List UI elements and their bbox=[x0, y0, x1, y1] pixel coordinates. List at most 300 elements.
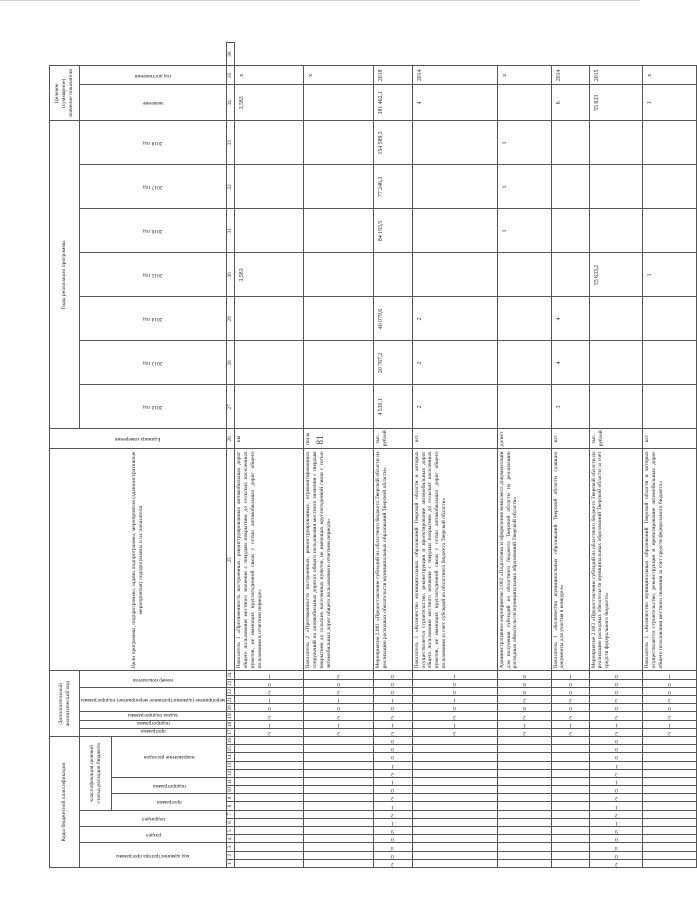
code-cell bbox=[551, 859, 589, 867]
code-cell bbox=[235, 737, 304, 745]
code-digit: 1 bbox=[614, 819, 618, 826]
code-cell bbox=[643, 827, 697, 835]
code-cell bbox=[304, 827, 373, 835]
code-cell bbox=[304, 769, 373, 777]
code-cell bbox=[373, 859, 412, 867]
code-digit: 3 bbox=[668, 697, 672, 704]
code-cell bbox=[235, 696, 304, 704]
code-cell bbox=[551, 761, 589, 769]
code-cell bbox=[589, 827, 643, 835]
row-name: Показатель 1 «Количество муниципальных образований Тверской области в которых осуществляется строительство, реконструкция и проектирование автомобильных дорог общего пользования местного значения с твердым покрытием до сельских населенных пунктов, не имеющих круглогодичной связи с сетью автомобильных дорог общего пользования за счет субсидий из областного бюджета Тверской области» bbox=[412, 449, 497, 671]
program-indicators-table bbox=[49, 42, 697, 868]
code-digit: 1 bbox=[568, 721, 572, 728]
code-cell bbox=[551, 753, 589, 761]
code-digit: 3 bbox=[614, 697, 618, 704]
code-cell bbox=[304, 728, 373, 736]
code-cell bbox=[373, 745, 412, 753]
row-name: Показатель 1 «Протяженность построенных, реконструированных автомобильных дорог общего пользования местного значения с твердым покрытием до сельских населенных пунктов, не имеющих круглогодичной связи с сетью автомобильных дорог общего пользования в отчетном периоде» bbox=[235, 449, 304, 671]
column-number: 13 bbox=[227, 762, 234, 768]
code-digit: 0 bbox=[614, 688, 618, 695]
table-row bbox=[235, 43, 304, 868]
code-cell bbox=[497, 696, 551, 704]
code-cell bbox=[497, 777, 551, 785]
code-cell bbox=[412, 761, 497, 769]
row-unit: шт bbox=[412, 429, 497, 449]
code-digit: 2 bbox=[391, 811, 395, 818]
header-years: Годы реализации программы bbox=[50, 121, 80, 429]
code-cell bbox=[497, 794, 551, 802]
code-cell bbox=[304, 851, 373, 859]
code-digit: 0 bbox=[668, 705, 672, 712]
code-cell bbox=[589, 851, 643, 859]
code-cell bbox=[412, 794, 497, 802]
code-digit: 2 bbox=[337, 729, 340, 736]
code-cell bbox=[235, 679, 304, 687]
code-cell bbox=[304, 786, 373, 794]
code-digit: 1 bbox=[453, 672, 457, 679]
code-cell bbox=[235, 777, 304, 785]
year-value bbox=[304, 165, 373, 209]
code-cell bbox=[643, 851, 697, 859]
code-digit: 0 bbox=[522, 672, 526, 679]
code-digit: 0 bbox=[391, 852, 395, 859]
year-value bbox=[412, 165, 497, 209]
code-digit: 0 bbox=[568, 705, 572, 712]
column-number: 1 bbox=[227, 859, 235, 867]
code-cell bbox=[304, 753, 373, 761]
code-digit: 2 bbox=[391, 713, 395, 720]
rotated-table-container bbox=[49, 42, 672, 868]
year-value bbox=[643, 297, 697, 341]
code-cell bbox=[589, 728, 643, 736]
code-digit: 0 bbox=[614, 738, 618, 745]
code-digit: 2 bbox=[453, 713, 457, 720]
code-digit: 0 bbox=[568, 688, 572, 695]
code-cell bbox=[412, 671, 497, 679]
header-text: год достижения bbox=[134, 72, 172, 79]
code-digit: 0 bbox=[391, 672, 395, 679]
code-digit: 2 bbox=[522, 697, 526, 704]
code-cell bbox=[412, 720, 497, 728]
code-digit: 0 bbox=[614, 754, 618, 761]
header-pa-indicator bbox=[80, 671, 227, 687]
code-digit: 2 bbox=[614, 795, 618, 802]
code-cell bbox=[235, 818, 304, 826]
column-number: 27 bbox=[227, 385, 235, 429]
row-unit: шт bbox=[643, 429, 697, 449]
year-value: 154 589,5 bbox=[373, 121, 412, 165]
code-cell bbox=[304, 704, 373, 712]
column-number: 2 bbox=[227, 851, 235, 859]
year-value bbox=[235, 121, 304, 165]
code-cell bbox=[643, 802, 697, 810]
year-value: 1 bbox=[497, 209, 551, 253]
code-cell bbox=[643, 794, 697, 802]
column-number: 23 bbox=[227, 680, 234, 686]
code-cell bbox=[589, 818, 643, 826]
column-number: 29 bbox=[227, 297, 235, 341]
code-digit: 0 bbox=[391, 754, 395, 761]
row-name: Показатель 1 «Количество муниципальных образований Тверской области сдавших документы для участия в конкурсе» bbox=[551, 449, 589, 671]
year-value: 3 bbox=[551, 385, 589, 429]
code-cell bbox=[551, 720, 589, 728]
code-cell bbox=[497, 687, 551, 695]
header-year-3 bbox=[80, 297, 227, 341]
code-cell bbox=[412, 737, 497, 745]
header-text: 2018 год bbox=[143, 140, 163, 147]
year-value bbox=[304, 121, 373, 165]
code-cell bbox=[304, 761, 373, 769]
year-value: 55 633,2 bbox=[589, 253, 643, 297]
year-value bbox=[304, 385, 373, 429]
code-cell bbox=[589, 802, 643, 810]
year-value: 2 bbox=[412, 341, 497, 385]
header-text: значение bbox=[142, 100, 164, 107]
code-cell bbox=[551, 794, 589, 802]
column-number: 35 bbox=[227, 66, 235, 85]
year-value bbox=[589, 209, 643, 253]
code-digit: 1 bbox=[337, 721, 340, 728]
column-number: 17 bbox=[227, 729, 234, 735]
target-value: 1 bbox=[643, 85, 697, 121]
code-cell bbox=[373, 753, 412, 761]
table-row bbox=[412, 43, 497, 868]
code-digit: 0 bbox=[267, 705, 271, 712]
code-cell bbox=[497, 835, 551, 843]
row-name: Административное мероприятие 2.002 «Подготовка и оформление комплекта документации для получения субсидий из областного бюджета Тверской области на реализацию расходных обязательств муниципальных образований Тверской области» bbox=[497, 449, 551, 671]
code-cell bbox=[412, 777, 497, 785]
header-text: программа bbox=[156, 799, 182, 806]
code-digit: 0 bbox=[453, 680, 457, 687]
column-number: 18 bbox=[227, 721, 234, 727]
target-year: х bbox=[304, 66, 373, 85]
header-text: подпрограмма bbox=[136, 719, 170, 726]
header-target-year bbox=[80, 66, 227, 85]
header-text: 2016 год bbox=[143, 228, 163, 235]
column-number: 36 bbox=[227, 43, 235, 66]
code-cell bbox=[373, 679, 412, 687]
column-number: 24 bbox=[227, 672, 234, 678]
year-value bbox=[589, 297, 643, 341]
target-year: х bbox=[643, 66, 697, 85]
year-value bbox=[235, 209, 304, 253]
code-cell bbox=[497, 859, 551, 867]
year-value: 4 bbox=[551, 297, 589, 341]
column-number: 15 bbox=[227, 746, 234, 752]
column-number: 19 bbox=[227, 713, 234, 719]
header-admin-code bbox=[80, 843, 227, 868]
header-text: подпрограмма bbox=[152, 783, 186, 790]
code-digit: 2 bbox=[568, 729, 572, 736]
code-cell bbox=[412, 810, 497, 818]
code-cell bbox=[589, 777, 643, 785]
code-cell bbox=[412, 704, 497, 712]
year-value bbox=[235, 297, 304, 341]
code-cell bbox=[643, 843, 697, 851]
code-cell bbox=[643, 761, 697, 769]
target-value: 4 bbox=[412, 85, 497, 121]
code-cell bbox=[551, 671, 589, 679]
code-cell bbox=[589, 769, 643, 777]
code-cell bbox=[589, 679, 643, 687]
code-digit: 2 bbox=[267, 688, 271, 695]
code-cell bbox=[412, 802, 497, 810]
code-cell bbox=[589, 810, 643, 818]
code-cell bbox=[497, 753, 551, 761]
code-cell bbox=[373, 851, 412, 859]
code-cell bbox=[497, 769, 551, 777]
code-digit: 2 bbox=[391, 729, 395, 736]
code-cell bbox=[235, 745, 304, 753]
code-cell bbox=[643, 712, 697, 720]
target-value: 55 633 bbox=[589, 85, 643, 121]
code-digit: 9 bbox=[614, 828, 618, 835]
code-cell bbox=[373, 671, 412, 679]
column-number: 34 bbox=[227, 85, 235, 121]
target-year: 2018 bbox=[373, 66, 412, 85]
header-text: 2015 год bbox=[143, 272, 163, 279]
year-value bbox=[643, 385, 697, 429]
year-value bbox=[497, 385, 551, 429]
code-digit: 0 bbox=[522, 680, 526, 687]
code-cell bbox=[643, 696, 697, 704]
code-cell bbox=[551, 696, 589, 704]
header-subprogram bbox=[112, 777, 227, 793]
code-digit: 1 bbox=[337, 697, 340, 704]
code-cell bbox=[373, 835, 412, 843]
code-cell bbox=[304, 794, 373, 802]
header-year-2 bbox=[80, 341, 227, 385]
code-digit: 0 bbox=[391, 680, 395, 687]
code-cell bbox=[235, 687, 304, 695]
year-value bbox=[497, 253, 551, 297]
target-value: 3,583 bbox=[235, 85, 304, 121]
code-cell bbox=[589, 671, 643, 679]
code-cell bbox=[551, 745, 589, 753]
header-text: подраздел bbox=[141, 815, 165, 822]
code-digit: 2 bbox=[668, 713, 672, 720]
year-value: 3,583 bbox=[235, 253, 304, 297]
code-digit: 2 bbox=[614, 729, 618, 736]
year-value: 1 bbox=[497, 121, 551, 165]
code-cell bbox=[304, 843, 373, 851]
code-cell bbox=[643, 810, 697, 818]
year-value bbox=[304, 209, 373, 253]
column-number: 10 bbox=[227, 787, 234, 793]
year-value bbox=[643, 209, 697, 253]
year-value bbox=[235, 341, 304, 385]
code-cell bbox=[235, 753, 304, 761]
code-digit: 1 bbox=[267, 721, 271, 728]
code-cell bbox=[412, 745, 497, 753]
code-cell bbox=[643, 671, 697, 679]
code-cell bbox=[497, 786, 551, 794]
code-digit: 2 bbox=[668, 729, 672, 736]
header-text: раздел bbox=[145, 832, 161, 839]
code-digit: 0 bbox=[391, 787, 395, 794]
code-cell bbox=[497, 679, 551, 687]
row-unit: да/нет bbox=[497, 429, 551, 449]
year-value bbox=[589, 121, 643, 165]
year-value bbox=[412, 253, 497, 297]
code-cell bbox=[589, 835, 643, 843]
code-cell bbox=[589, 737, 643, 745]
code-cell bbox=[373, 827, 412, 835]
year-value bbox=[304, 297, 373, 341]
code-digit: 1 bbox=[453, 697, 457, 704]
header-text: 2013 год bbox=[143, 360, 163, 367]
code-digit: 1 bbox=[391, 779, 395, 786]
code-cell bbox=[551, 843, 589, 851]
header-analytic-code: Дополнительный аналитический код bbox=[50, 671, 80, 737]
code-cell bbox=[235, 761, 304, 769]
code-digit: 2 bbox=[337, 713, 340, 720]
row-name: Показатель 2 «Протяженность построенных, реконструированных, отремонтированных сооружений на автомобильных дорогах общего пользования местного значения с твердым покрытием до сельских населенных пунктов, не имеющих круглогодичной связи с сетью автомобильных дорог общего пользования в отчетном периоде» bbox=[304, 449, 373, 671]
code-cell bbox=[304, 818, 373, 826]
code-digit: 2 bbox=[614, 713, 618, 720]
year-value bbox=[643, 165, 697, 209]
target-year: 2014 bbox=[551, 66, 589, 85]
header-text: код администратора программы bbox=[116, 852, 190, 859]
code-cell bbox=[412, 835, 497, 843]
code-cell bbox=[551, 712, 589, 720]
year-value bbox=[497, 297, 551, 341]
year-value: 20 767,2 bbox=[373, 341, 412, 385]
code-digit: 0 bbox=[614, 852, 618, 859]
code-digit: 2 bbox=[614, 860, 618, 867]
code-cell bbox=[235, 794, 304, 802]
code-cell bbox=[235, 712, 304, 720]
code-cell bbox=[497, 745, 551, 753]
target-value: 6 bbox=[551, 85, 589, 121]
code-digit: 0 bbox=[453, 705, 457, 712]
code-cell bbox=[497, 827, 551, 835]
code-cell bbox=[373, 777, 412, 785]
code-cell bbox=[235, 728, 304, 736]
header-text: программа bbox=[140, 728, 166, 734]
target-value bbox=[497, 85, 551, 121]
code-cell bbox=[373, 761, 412, 769]
code-digit: 0 bbox=[668, 680, 672, 687]
code-cell bbox=[589, 786, 643, 794]
code-cell bbox=[643, 720, 697, 728]
code-cell bbox=[304, 777, 373, 785]
code-cell bbox=[304, 671, 373, 679]
code-cell bbox=[373, 720, 412, 728]
year-value: 2 bbox=[412, 385, 497, 429]
year-value bbox=[373, 253, 412, 297]
column-number: 33 bbox=[227, 121, 235, 165]
code-digit: 2 bbox=[337, 688, 340, 695]
code-cell bbox=[643, 745, 697, 753]
column-number: 20 bbox=[227, 705, 234, 711]
code-digit: 2 bbox=[267, 713, 271, 720]
column-number: 21 bbox=[227, 697, 234, 703]
code-cell bbox=[497, 851, 551, 859]
code-cell bbox=[497, 843, 551, 851]
table-row bbox=[589, 43, 643, 868]
code-digit: 0 bbox=[668, 688, 672, 695]
target-year: х bbox=[497, 66, 551, 85]
code-digit: 1 bbox=[391, 803, 395, 810]
code-digit: 0 bbox=[391, 705, 395, 712]
code-cell bbox=[643, 704, 697, 712]
year-value bbox=[412, 209, 497, 253]
code-digit: 1 bbox=[568, 672, 572, 679]
code-cell bbox=[497, 712, 551, 720]
code-cell bbox=[589, 859, 643, 867]
code-cell bbox=[551, 728, 589, 736]
code-cell bbox=[304, 859, 373, 867]
code-digit: 0 bbox=[614, 787, 618, 794]
code-cell bbox=[589, 712, 643, 720]
code-cell bbox=[412, 859, 497, 867]
year-value bbox=[235, 385, 304, 429]
code-cell bbox=[373, 810, 412, 818]
column-number: 3 bbox=[227, 843, 235, 851]
header-year-6 bbox=[80, 165, 227, 209]
code-cell bbox=[373, 769, 412, 777]
code-cell bbox=[235, 843, 304, 851]
code-digit: 1 bbox=[668, 721, 672, 728]
header-name: Цели программы, подпрограммы, задачи подпрограммы, мероприятия (административные мероприятия) подпрограммы и их показатели bbox=[50, 449, 227, 671]
code-cell bbox=[497, 728, 551, 736]
code-cell bbox=[551, 810, 589, 818]
header-classification: классификация целевой статьи расходов бюджета bbox=[80, 737, 112, 811]
year-value bbox=[589, 165, 643, 209]
code-cell bbox=[551, 851, 589, 859]
code-digit: 1 bbox=[267, 697, 271, 704]
year-value bbox=[304, 253, 373, 297]
code-cell bbox=[412, 818, 497, 826]
code-cell bbox=[235, 802, 304, 810]
code-cell bbox=[373, 728, 412, 736]
table-row bbox=[551, 43, 589, 868]
header-text: Единица измерения bbox=[115, 436, 161, 443]
scan-edge bbox=[0, 0, 640, 1]
header-year-4 bbox=[80, 253, 227, 297]
code-cell bbox=[373, 704, 412, 712]
code-cell bbox=[551, 777, 589, 785]
code-cell bbox=[497, 737, 551, 745]
code-cell bbox=[373, 737, 412, 745]
column-number: 22 bbox=[227, 688, 234, 695]
row-name: Показатель 1 «Количество муниципальных образований Тверской области в которых осуществляется строительство, реконструкция и проектирование автомобильных дорог общего пользования местного значения за счет средств федерального бюджета» bbox=[643, 449, 697, 671]
code-cell bbox=[589, 794, 643, 802]
code-cell bbox=[412, 851, 497, 859]
code-cell bbox=[412, 843, 497, 851]
code-digit: 2 bbox=[391, 770, 395, 777]
code-cell bbox=[589, 753, 643, 761]
year-value: 40 079,6 bbox=[373, 297, 412, 341]
page-number: 81 bbox=[315, 435, 325, 445]
code-digit: 1 bbox=[391, 721, 395, 728]
code-digit: 2 bbox=[614, 811, 618, 818]
code-cell bbox=[412, 679, 497, 687]
year-value bbox=[235, 165, 304, 209]
code-digit: 0 bbox=[614, 746, 618, 753]
code-cell bbox=[551, 687, 589, 695]
code-cell bbox=[235, 769, 304, 777]
code-digit: 0 bbox=[614, 705, 618, 712]
column-number: 11 bbox=[227, 779, 234, 785]
target-year: х bbox=[235, 66, 304, 85]
code-digit: 2 bbox=[568, 697, 572, 704]
code-cell bbox=[497, 720, 551, 728]
header-text: задача подпрограммы bbox=[128, 711, 179, 718]
header-year-1 bbox=[80, 385, 227, 429]
table-row bbox=[643, 43, 697, 868]
